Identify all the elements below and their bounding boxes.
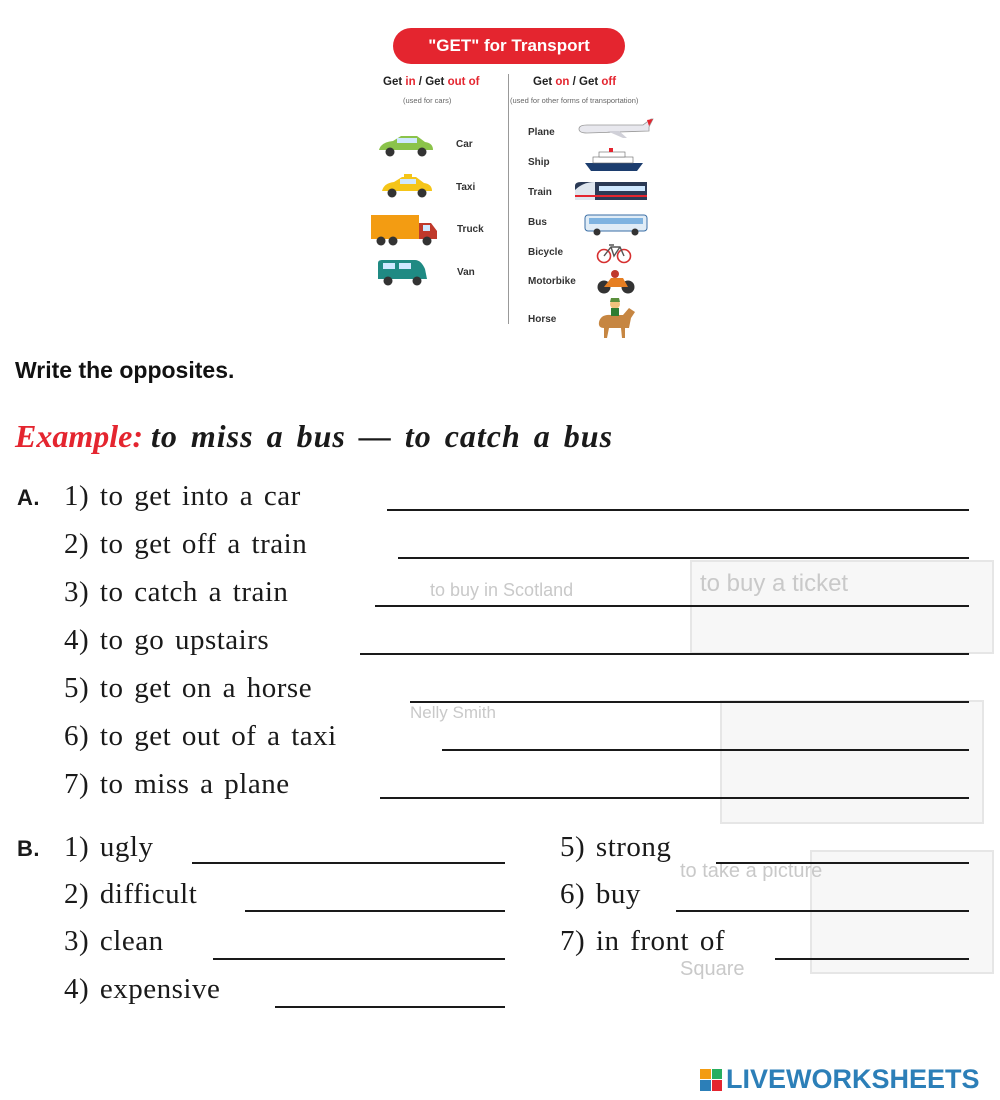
section-b-item-5	[560, 831, 671, 871]
ghost-text: Square	[680, 958, 745, 980]
section-b-label: B.	[17, 836, 40, 861]
answer-line-a7[interactable]	[380, 797, 969, 799]
ghost-panel	[810, 850, 994, 974]
instruction-heading: Write the opposites.	[15, 357, 235, 383]
left-column-note: (used for cars)	[403, 96, 452, 105]
vehicle-label-bus: Bus	[528, 217, 547, 228]
vehicle-label-car: Car	[456, 139, 473, 150]
vehicle-label-train: Train	[528, 187, 552, 198]
bus-icon	[583, 213, 649, 237]
section-a-item-7	[64, 768, 290, 808]
transport-card	[355, 22, 658, 342]
vehicle-label-van: Van	[457, 267, 475, 278]
answer-line-b2[interactable]	[245, 910, 505, 912]
item-text: 7) in front of	[560, 925, 725, 957]
example-text: to miss a bus — to catch a bus	[150, 418, 614, 454]
taxi-icon	[378, 174, 434, 198]
ship-icon	[583, 147, 645, 173]
answer-line-a5[interactable]	[410, 701, 969, 703]
item-text: 2) to get off a train	[64, 528, 308, 560]
item-text: 3) to catch a train	[64, 576, 289, 608]
item-text: 4) to go upstairs	[64, 624, 270, 656]
section-a-item-3	[64, 576, 288, 616]
motorbike-icon	[595, 269, 637, 295]
liveworksheets-logo	[700, 1064, 980, 1095]
column-divider	[508, 74, 509, 324]
brand-icon	[700, 1069, 722, 1091]
section-a-item-6	[64, 720, 337, 760]
section-a-item-1	[17, 480, 301, 520]
section-b-item-3	[64, 925, 164, 965]
van-icon	[375, 257, 429, 287]
vehicle-label-bicycle: Bicycle	[528, 247, 564, 258]
answer-line-a4[interactable]	[360, 653, 969, 655]
vehicle-label-ship: Ship	[528, 157, 550, 168]
item-text: 6) to get out of a taxi	[64, 720, 337, 752]
bicycle-icon	[596, 241, 632, 265]
item-text: 7) to miss a plane	[64, 768, 290, 800]
answer-line-b6[interactable]	[676, 910, 969, 912]
answer-line-a2[interactable]	[398, 557, 969, 559]
vehicle-label-truck: Truck	[457, 224, 484, 235]
item-text: 5) to get on a horse	[64, 672, 313, 704]
right-column-note: (used for other forms of transportation)	[510, 96, 639, 105]
item-text: 1) to get into a car	[64, 480, 301, 512]
vehicle-label-horse: Horse	[528, 314, 557, 325]
answer-line-b1[interactable]	[192, 862, 505, 864]
answer-line-b5[interactable]	[716, 862, 969, 864]
car-icon	[375, 134, 435, 158]
vehicle-label-motorbike: Motorbike	[528, 276, 576, 287]
plane-icon	[577, 117, 655, 139]
horse-icon	[593, 296, 637, 342]
section-b-item-6	[560, 878, 641, 918]
section-a-item-4	[64, 624, 269, 664]
truck-icon	[369, 213, 439, 247]
answer-line-b4[interactable]	[275, 1006, 505, 1008]
card-title: "GET" for Transport	[393, 28, 625, 64]
section-b-item-4	[64, 973, 220, 1013]
section-a-item-2	[64, 528, 307, 568]
section-b-item-2	[64, 878, 197, 918]
section-a-item-5	[64, 672, 312, 712]
left-column-heading: Get in / Get out of	[383, 76, 480, 88]
answer-line-b7[interactable]	[775, 958, 969, 960]
item-text: 6) buy	[560, 878, 641, 910]
ghost-text: to buy a ticket	[700, 570, 849, 597]
vehicle-label-plane: Plane	[528, 127, 555, 138]
answer-line-a3[interactable]	[375, 605, 969, 607]
vehicle-label-taxi: Taxi	[456, 182, 476, 193]
item-text: 3) clean	[64, 925, 164, 957]
ghost-text: to buy in Scotland	[430, 580, 574, 600]
section-a-label: A.	[17, 485, 40, 510]
item-text: 4) expensive	[64, 973, 221, 1005]
answer-line-a6[interactable]	[442, 749, 969, 751]
ghost-panel	[720, 700, 984, 824]
answer-line-a1[interactable]	[387, 509, 969, 511]
ghost-text: to take a picture	[680, 860, 823, 882]
example-label: Example:	[15, 418, 143, 454]
example-line	[15, 418, 613, 455]
item-text: 1) ugly	[64, 831, 154, 863]
answer-line-b3[interactable]	[213, 958, 505, 960]
item-text: 2) difficult	[64, 878, 198, 910]
ghost-text: Nelly Smith	[410, 703, 496, 722]
train-icon	[573, 178, 649, 204]
right-column-heading: Get on / Get off	[533, 76, 617, 88]
section-b-item-7	[560, 925, 725, 965]
section-b-item-1	[17, 831, 154, 871]
brand-name: LIVEWORKSHEETS	[726, 1064, 980, 1094]
item-text: 5) strong	[560, 831, 672, 863]
